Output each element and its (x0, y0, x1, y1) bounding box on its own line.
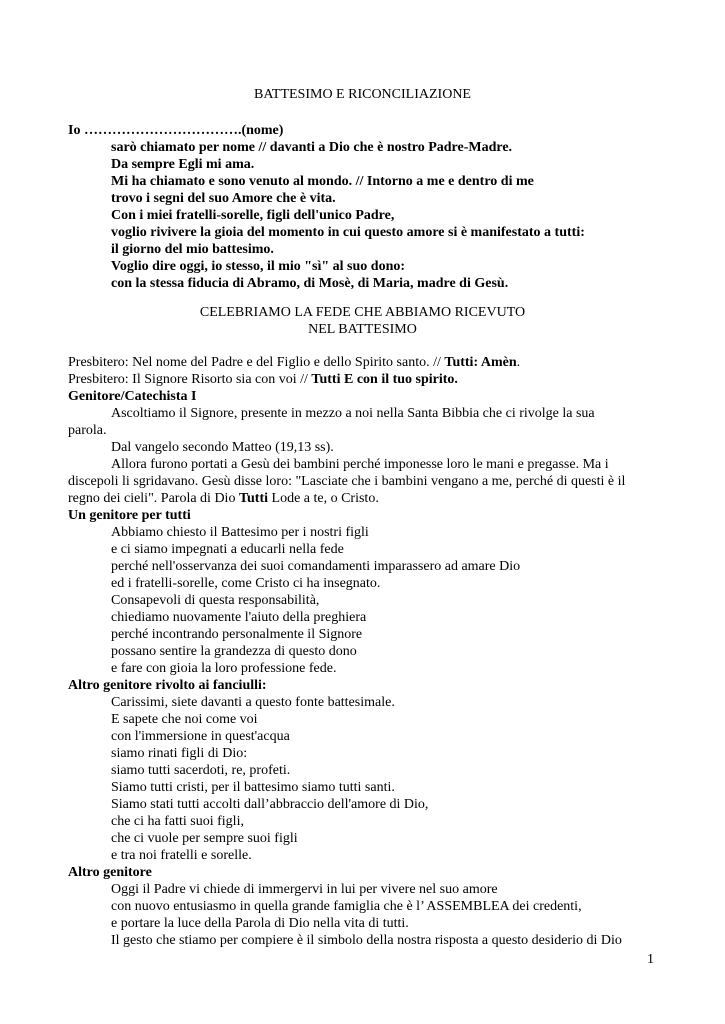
verse-line: e fare con gioia la loro professione fede. (111, 661, 337, 676)
section-heading: NEL BATTESIMO (308, 322, 417, 337)
document-title: BATTESIMO E RICONCILIAZIONE (254, 87, 471, 102)
tutti-response: Tutti E con il tuo spirito. (311, 372, 458, 387)
paragraph-line (68, 490, 379, 507)
verse-line: e portare la luce della Parola di Dio nella vita di tutti. (111, 916, 409, 931)
paragraph-line: Allora furono portati a Gesù dei bambini perché imponesse loro le mani e pregasse. Ma i (111, 457, 609, 472)
verse-line: perché incontrando personalmente il Signore (111, 627, 363, 642)
paragraph-line: discepoli li sgridavano. Gesù disse loro: "Lasciate che i bambini vengano a me, perché di questi è il (68, 474, 626, 489)
tutti-response: Tutti (238, 491, 269, 506)
intro-line: Con i miei fratelli-sorelle, figli dell'unico Padre, (111, 208, 395, 223)
verse-line: con l'immersione in quest'acqua (111, 729, 290, 744)
verse-line: e tra noi fratelli e sorelle. (111, 848, 252, 863)
speaker-heading: Altro genitore (68, 865, 152, 880)
paragraph-text: Lode a te, o Cristo. (268, 491, 379, 506)
verse-line: siamo tutti sacerdoti, re, profeti. (111, 763, 291, 778)
verse-line: con nuovo entusiasmo in quella grande famiglia che è l’ ASSEMBLEA dei credenti, (111, 899, 582, 914)
section-heading: CELEBRIAMO LA FEDE CHE ABBIAMO RICEVUTO (199, 305, 526, 320)
intro-line: voglio rivivere la gioia del momento in cui questo amore si è manifestato a tutti: (111, 225, 585, 240)
presbitero-text: Presbitero: Nel nome del Padre e del Figlio e dello Spirito santo. // (68, 355, 445, 370)
intro-line: Voglio dire oggi, io stesso, il mio "sì" al suo dono: (111, 259, 406, 274)
speaker-heading: Altro genitore rivolto ai fanciulli: (68, 678, 267, 693)
presbitero-end: . (516, 355, 521, 370)
speaker-heading: Genitore/Catechista I (68, 389, 197, 404)
paragraph-line: Ascoltiamo il Signore, presente in mezzo a noi nella Santa Bibbia che ci rivolge la sua (111, 406, 595, 421)
presbitero-line (68, 354, 520, 371)
verse-line: che ci ha fatti suoi figli, (111, 814, 244, 829)
intro-line: sarò chiamato per nome // davanti a Dio che è nostro Padre-Madre. (111, 140, 513, 155)
speaker-heading: Un genitore per tutti (68, 508, 191, 523)
presbitero-text: Presbitero: Il Signore Risorto sia con voi // (68, 372, 312, 387)
verse-line: e ci siamo impegnati a educarli nella fede (111, 542, 344, 557)
paragraph-line: parola. (68, 423, 107, 438)
verse-line: siamo rinati figli di Dio: (111, 746, 248, 761)
verse-line: Consapevoli di questa responsabilità, (111, 593, 320, 608)
paragraph-line: Dal vangelo secondo Matteo (19,13 ss). (111, 440, 334, 455)
verse-line: che ci vuole per sempre suoi figli (111, 831, 298, 846)
verse-line: Abbiamo chiesto il Battesimo per i nostri figli (111, 525, 369, 540)
verse-line: Oggi il Padre vi chiede di immergervi in lui per vivere nel suo amore (111, 882, 498, 897)
intro-name-line: Io …………………………….(nome) (68, 123, 284, 138)
page-number: 1 (647, 952, 654, 967)
verse-line: Il gesto che stiamo per compiere è il simbolo della nostra risposta a questo desiderio di Dio (111, 933, 622, 948)
verse-line: chiediamo nuovamente l'aiuto della preghiera (111, 610, 367, 625)
verse-line: E sapete che noi come voi (111, 712, 258, 727)
verse-line: perché nell'osservanza dei suoi comandamenti imparassero ad amare Dio (111, 559, 521, 574)
intro-line: con la stessa fiducia di Abramo, di Mosè, di Maria, madre di Gesù. (111, 276, 509, 291)
intro-line: Mi ha chiamato e sono venuto al mondo. // Intorno a me e dentro di me (111, 174, 534, 189)
verse-line: Carissimi, siete davanti a questo fonte battesimale. (111, 695, 395, 710)
paragraph-text: regno dei cieli". Parola di Dio (68, 491, 239, 506)
tutti-response: Tutti: Amèn (444, 355, 517, 370)
verse-line: ed i fratelli-sorelle, come Cristo ci ha insegnato. (111, 576, 381, 591)
intro-line: trovo i segni del suo Amore che è vita. (111, 191, 336, 206)
intro-line: Da sempre Egli mi ama. (111, 157, 255, 172)
verse-line: possano sentire la grandezza di questo dono (111, 644, 357, 659)
verse-line: Siamo stati tutti accolti dall’abbraccio dell'amore di Dio, (111, 797, 429, 812)
intro-line: il giorno del mio battesimo. (111, 242, 274, 257)
verse-line: Siamo tutti cristi, per il battesimo siamo tutti santi. (111, 780, 395, 795)
presbitero-line (68, 371, 458, 388)
